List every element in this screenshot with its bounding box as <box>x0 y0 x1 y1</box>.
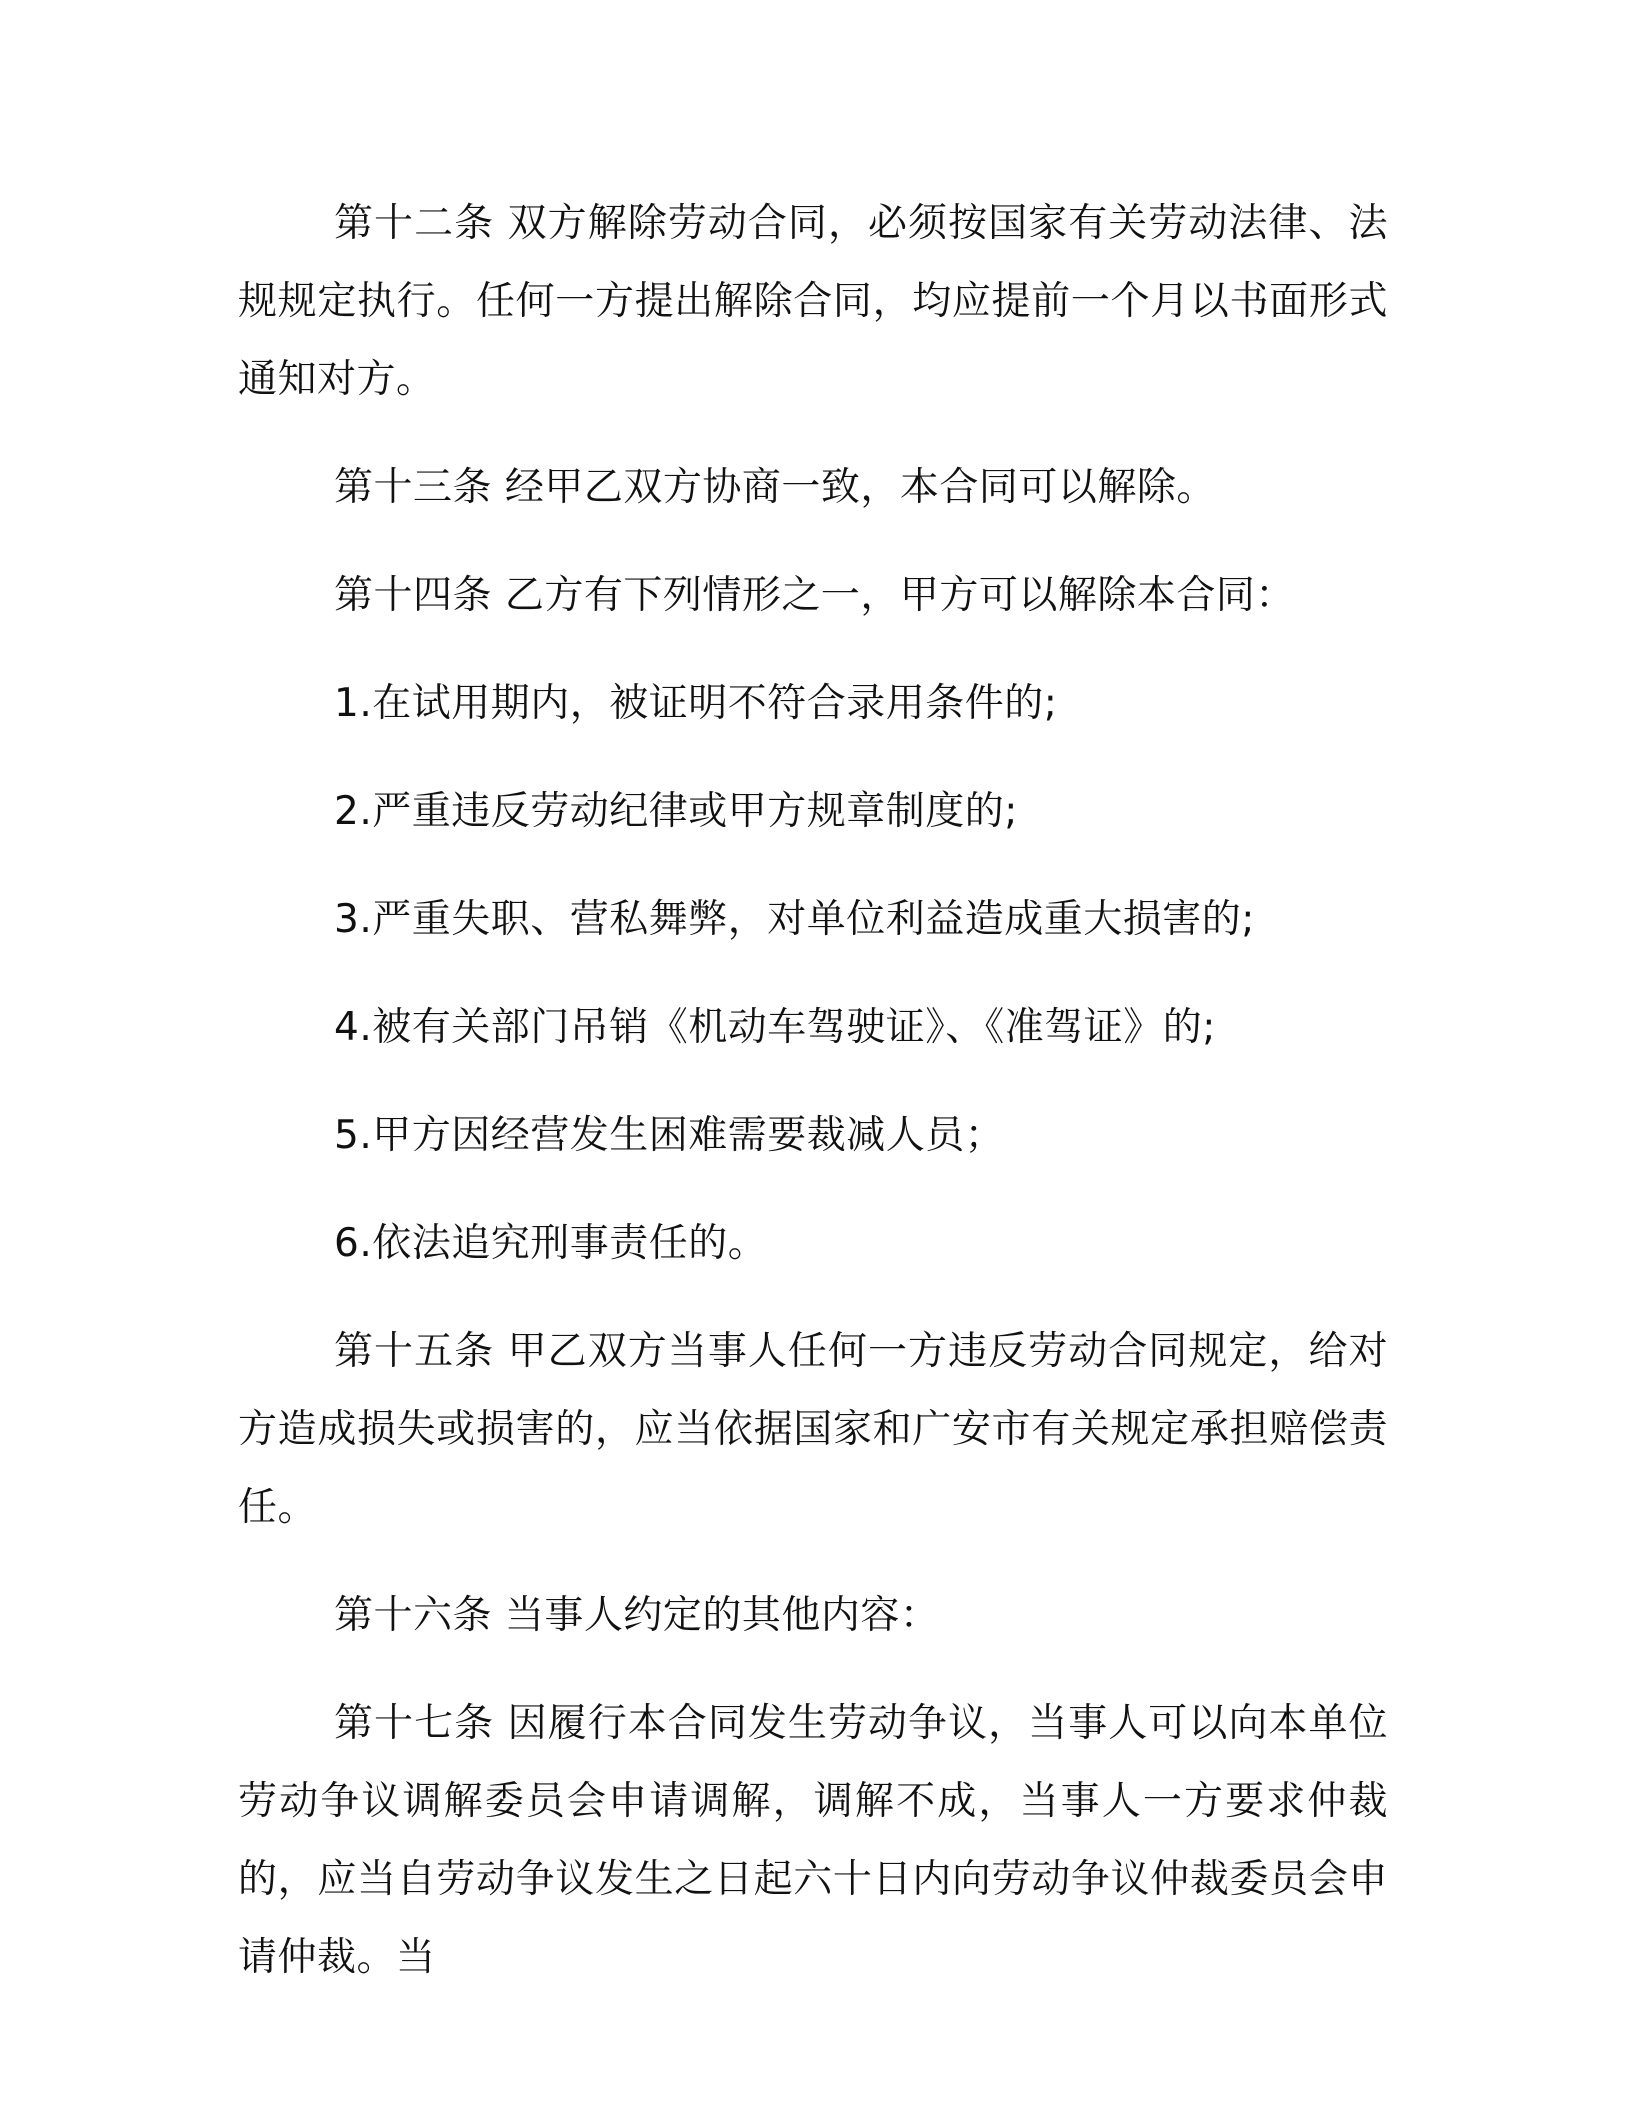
list-item-3: 3.严重失职、营私舞弊，对单位利益造成重大损害的; <box>334 897 1255 942</box>
list-item-4: 4.被有关部门吊销《机动车驾驶证》、《准驾证》的; <box>334 1005 1216 1050</box>
article-14-paragraph: 第十四条 乙方有下列情形之一，甲方可以解除本合同： <box>334 573 1295 618</box>
article-12-paragraph: 第十二条 双方解除劳动合同，必须按国家有关劳动法律、法规规定执行。任何一方提出解除合同，均应提前一个月以书面形式通知对方。 <box>238 201 1388 402</box>
list-item-1: 1.在试用期内，被证明不符合录用条件的; <box>334 681 1058 726</box>
article-16-paragraph: 第十六条 当事人约定的其他内容： <box>334 1593 940 1638</box>
article-17-paragraph: 第十七条 因履行本合同发生劳动争议，当事人可以向本单位劳动争议调解委员会申请调解，调解不成，当事人一方要求仲裁的，应当自劳动争议发生之日起六十日内向劳动争议仲裁委员会申请仲裁。当 <box>238 1701 1388 1980</box>
list-item-5: 5.甲方因经营发生困难需要裁减人员； <box>334 1113 1005 1158</box>
list-item-6: 6.依法追究刑事责任的。 <box>334 1221 768 1266</box>
article-15-paragraph: 第十五条 甲乙双方当事人任何一方违反劳动合同规定，给对方造成损失或损害的，应当依据国家和广安市有关规定承担赔偿责任。 <box>238 1329 1388 1530</box>
article-13-paragraph: 第十三条 经甲乙双方协商一致，本合同可以解除。 <box>334 465 1216 510</box>
contract-text <box>238 185 1388 2027</box>
list-item-2: 2.严重违反劳动纪律或甲方规章制度的; <box>334 789 1018 834</box>
